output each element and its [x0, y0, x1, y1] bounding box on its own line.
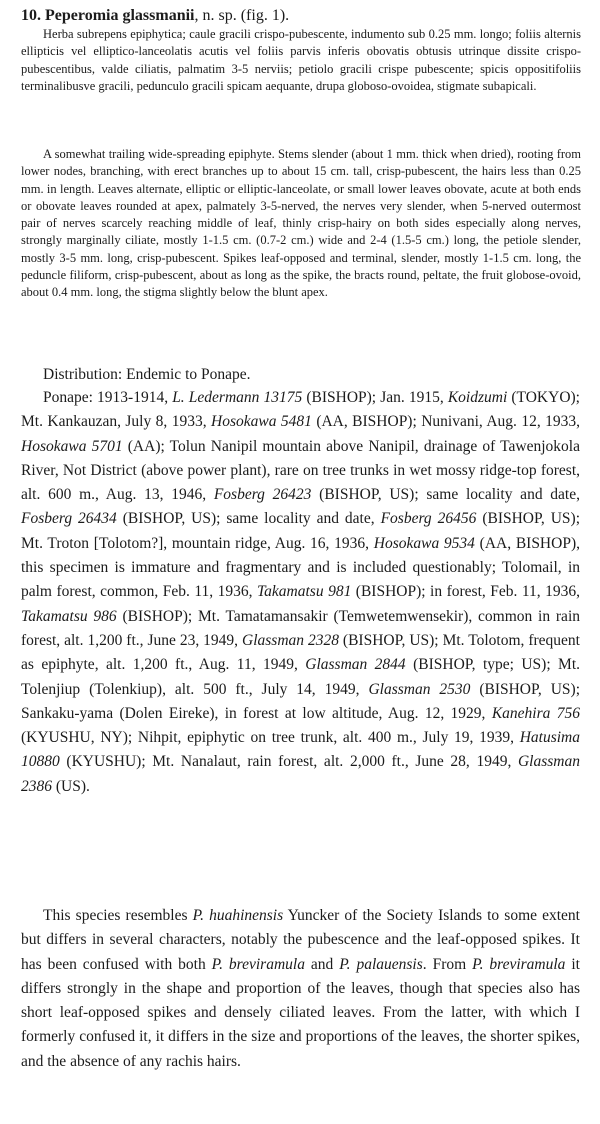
italic-citation: Glassman 2328 — [242, 631, 339, 649]
italic-citation: Koidzumi — [447, 389, 508, 406]
text-run: (TOKYO); Mt. Kankauzan, July 8, 1933, — [21, 389, 580, 431]
italic-citation: Hosokawa 5701 — [21, 437, 123, 455]
text-run: This species resembles — [43, 907, 193, 924]
text-run: (BISHOP, US); Mt. Tolotom, frequent as epiphyte, alt. 1,200 ft., Aug. 11, 1949, — [21, 631, 580, 674]
text-run: . From — [422, 955, 473, 973]
text-run: Yuncker of the Society Islands to some extent but differs in several characters, notably the pubescence and the leaf-opposed spikes. It has been confused with both — [21, 907, 580, 973]
italic-citation: Hosokawa 5481 — [211, 413, 312, 431]
text-run: (BISHOP); Jan. 1915, — [302, 389, 448, 406]
latin-description: Herba subrepens epiphytica; caule gracili crispo-pubescente, indumento sub 0.25 mm. longo; foliis alternis ellipticis vel elliptico-lanceolatis acutis vel foliis parvis inferis obovatis obtusis utrinque dissite crispo-pubescentibus, valde ciliatis, palmatim 3-5 nerviis; petiolo gracili crispe pubescente; spicis oppositifoliis terminalibusve gracili, pedunculo gracili spicam aequante, drupa globoso-ovoidea, stigmate subapicali. — [21, 27, 581, 93]
text-run: (BISHOP, type; US); Mt. Tolenjiup (Tolenkiup), alt. 500 ft., July 14, 1949, — [21, 656, 580, 698]
italic-citation: Glassman 2844 — [305, 656, 406, 674]
text-run: (BISHOP, US); same locality and date, — [311, 486, 580, 504]
italic-citation: Fosberg 26423 — [213, 486, 312, 504]
text-run: (KYUSHU); Mt. Nanalaut, rain forest, alt. 2,000 ft., June 28, 1949, — [59, 753, 518, 771]
species-remarks — [21, 904, 580, 1122]
italic-citation: Glassman 2386 — [21, 753, 580, 795]
english-description: A somewhat trailing wide-spreading epiphyte. Stems slender (about 1 mm. thick when dried), rooting from lower nodes, branching, with erect branches up to about 15 cm. tall, crisp-pubescent, the hairs less than 0.25 mm. in length. Leaves alternate, elliptic or elliptic-lanceolate, or small lower leaves obovate, acute at both ends or obovate leaves rounded at apex, palmately 3-5-nerved, the nerves very slender, when 5-nerved outermost pair of nerves scarcely reaching middle of leaf, thinly crisp-hairy on both sides especially along nerves, strongly marginally ciliate, mostly 1-1.5 cm. (0.7-2 cm.) wide and 2-4 (1.5-5 cm.) long, the petiole slender, mostly 3-5 mm. long, crisp-pubescent. Spikes leaf-opposed and terminal, slender, mostly 1-1.5 cm. long, the peduncle filiform, crisp-pubescent, about as long as the spike, the bracts round, peltate, the fruit globose-ovoid, about 0.4 mm. long, the stigma slightly below the blunt apex. — [21, 147, 581, 300]
italic-citation: Takamatsu 986 — [21, 607, 117, 625]
distribution-line: Distribution: Endemic to Ponape. — [43, 366, 251, 383]
text-run: Ponape: 1913-1914, — [43, 389, 173, 406]
specimen-citations — [21, 386, 580, 892]
italic-citation: P. breviramula — [211, 955, 305, 973]
text-run: (US). — [52, 777, 90, 795]
text-run: (AA); Tolun Nanipil mountain above Nanipil, drainage of Tawenjokola River, Not District (above power plant), rare on tree trunks in wet mossy ridge-top forest, alt. 600 m., Aug. 13, 1946, — [21, 437, 580, 504]
italic-citation: L. Ledermann 13175 — [172, 389, 303, 406]
text-run: (BISHOP, US); Mt. Troton [Tolotom?], mountain ridge, Aug. 16, 1936, — [21, 510, 581, 552]
species-number: 10. — [21, 7, 41, 24]
italic-citation: Kanehira 756 — [491, 704, 580, 722]
text-run: (AA, BISHOP), this specimen is immature and fragmentary and is included questionably; Tolomail, in palm forest, common, Feb. 11, 1936, — [21, 534, 580, 601]
species-name: Peperomia glassmanii — [45, 7, 195, 24]
species-heading — [21, 6, 581, 26]
italic-citation: Glassman 2530 — [368, 680, 471, 698]
text-run: it differs strongly in the shape and proportion of the leaves, though that species also has short leaf-opposed spikes and densely ciliated leaves. From the latter, with which I formerly confused it, it differs in the size and proportions of the leaves, the shorter spikes, and the absence of any rachis hairs. — [21, 955, 580, 1070]
italic-citation: P. huahinensis — [192, 907, 284, 924]
italic-citation: Hatusima 10880 — [21, 729, 580, 771]
text-run: (BISHOP); Mt. Tamatamansakir (Temwetemwensekir), common in rain forest, alt. 1,200 ft., June 23, 1949, — [21, 607, 580, 649]
text-run: (BISHOP, US); same locality and date, — [116, 510, 381, 528]
species-suffix: , n. sp. (fig. 1). — [194, 7, 290, 24]
text-run: (KYUSHU, NY); Nihpit, epiphytic on tree trunk, alt. 400 m., July 19, 1939, — [21, 729, 520, 747]
text-run: (BISHOP); in forest, Feb. 11, 1936, — [351, 583, 581, 601]
italic-citation: P. breviramula — [472, 955, 566, 973]
italic-citation: Hosokawa 9534 — [373, 534, 475, 552]
italic-citation: Fosberg 26434 — [21, 510, 117, 528]
text-run: and — [304, 955, 340, 973]
italic-citation: Takamatsu 981 — [256, 583, 352, 601]
italic-citation: Fosberg 26456 — [380, 510, 477, 528]
italic-citation: P. palauensis — [339, 955, 423, 973]
text-run: (BISHOP, US); Sankaku-yama (Dolen Eireke), in forest at low altitude, Aug. 12, 1929, — [21, 680, 580, 722]
text-run: (AA, BISHOP); Nunivani, Aug. 12, 1933, — [311, 413, 581, 431]
